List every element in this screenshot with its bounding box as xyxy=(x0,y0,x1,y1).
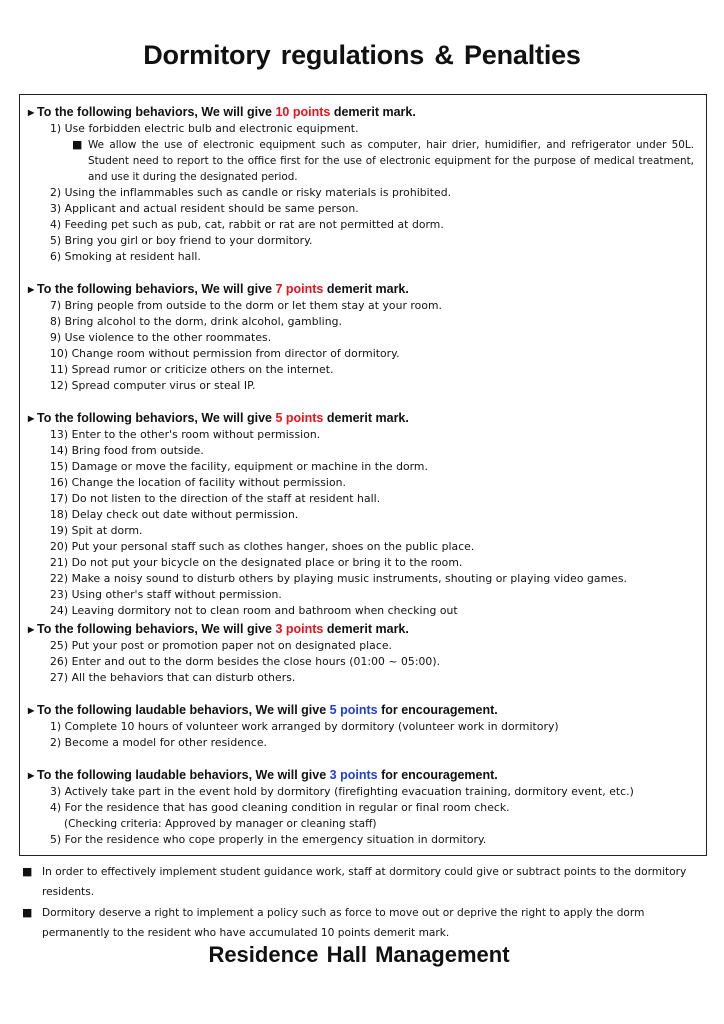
section-heading-suffix: demerit mark. xyxy=(326,411,409,425)
section-heading-prefix: To the following behaviors, We will give xyxy=(37,411,272,425)
rule-sub-note-text: We allow the use of electronic equipment such as computer, hair drier, humidifier, and refrigerator under 50L. Student need to report to the office first for the use of electronic equipment for the purpose of medical treatment, and use it during the designated period. xyxy=(88,139,694,183)
section-heading-encouragement-3-points xyxy=(28,767,700,784)
triangle-bullet-icon: ▶ xyxy=(28,414,35,423)
rule-item: 26) Enter and out to the dorm besides the close hours (01:00 ~ 05:00). xyxy=(50,655,441,668)
rule-item: 5) Bring you girl or boy friend to your dormitory. xyxy=(50,234,313,247)
rule-item: 2) Using the inflammables such as candle or risky materials is prohibited. xyxy=(50,186,452,199)
rule-item: 19) Spit at dorm. xyxy=(50,524,143,537)
footer-signature: Residence Hall Management xyxy=(208,942,510,967)
encouragement-points-value: 5 points xyxy=(329,703,378,717)
square-bullet-icon: ■ xyxy=(72,138,83,151)
demerit-points-value: 5 points xyxy=(275,411,324,425)
rule-item: 16) Change the location of facility without permission. xyxy=(50,476,346,489)
rule-item: 4) Feeding pet such as pub, cat, rabbit or rat are not permitted at dorm. xyxy=(50,218,444,231)
encouragement-points-value: 3 points xyxy=(329,768,378,782)
rule-item: 21) Do not put your bicycle on the designated place or bring it to the room. xyxy=(50,556,463,569)
rule-item: 17) Do not listen to the direction of the staff at resident hall. xyxy=(50,492,381,505)
rule-item: 24) Leaving dormitory not to clean room and bathroom when checking out xyxy=(50,604,458,617)
demerit-points-value: 3 points xyxy=(275,622,324,636)
triangle-bullet-icon: ▶ xyxy=(28,771,35,780)
rule-sub-note xyxy=(28,137,700,185)
section-heading-prefix: To the following laudable behaviors, We will give xyxy=(37,768,327,782)
rule-item: 4) For the residence that has good cleaning condition in regular or final room check. xyxy=(50,801,510,814)
rule-item: 9) Use violence to the other roommates. xyxy=(50,331,272,344)
triangle-bullet-icon: ▶ xyxy=(28,625,35,634)
footnote xyxy=(22,903,702,943)
rule-item: 1) Use forbidden electric bulb and electronic equipment. xyxy=(50,122,359,135)
section-heading-prefix: To the following behaviors, We will give xyxy=(37,105,272,119)
section-heading-7-points xyxy=(28,281,700,298)
rule-item: 2) Become a model for other residence. xyxy=(50,736,267,749)
section-heading-encouragement-5-points xyxy=(28,702,700,719)
rule-item: 12) Spread computer virus or steal IP. xyxy=(50,379,256,392)
rule-item: 5) For the residence who cope properly in the emergency situation in dormitory. xyxy=(50,833,487,846)
footnote xyxy=(22,862,702,902)
rule-item: 15) Damage or move the facility, equipment or machine in the dorm. xyxy=(50,460,428,473)
rule-item: 18) Delay check out date without permission. xyxy=(50,508,299,521)
triangle-bullet-icon: ▶ xyxy=(28,706,35,715)
rule-item: 27) All the behaviors that can disturb others. xyxy=(50,671,296,684)
footnotes xyxy=(22,862,702,943)
rule-item: 23) Using other's staff without permission. xyxy=(50,588,282,601)
square-bullet-icon: ■ xyxy=(22,906,33,919)
rule-item: 6) Smoking at resident hall. xyxy=(50,250,201,263)
section-heading-10-points xyxy=(28,104,700,121)
triangle-bullet-icon: ▶ xyxy=(28,285,35,294)
section-heading-prefix: To the following behaviors, We will give xyxy=(37,282,272,296)
rule-item: 11) Spread rumor or criticize others on the internet. xyxy=(50,363,334,376)
section-heading-prefix: To the following laudable behaviors, We will give xyxy=(37,703,327,717)
rule-item: 7) Bring people from outside to the dorm or let them stay at your room. xyxy=(50,299,443,312)
rule-item: 20) Put your personal staff such as clothes hanger, shoes on the public place. xyxy=(50,540,475,553)
rule-item: 10) Change room without permission from director of dormitory. xyxy=(50,347,400,360)
rule-note: (Checking criteria: Approved by manager or cleaning staff) xyxy=(64,818,377,830)
section-heading-suffix: demerit mark. xyxy=(326,622,409,636)
section-heading-suffix: for encouragement. xyxy=(381,768,498,782)
triangle-bullet-icon: ▶ xyxy=(28,108,35,117)
rule-item: 22) Make a noisy sound to disturb others by playing music instruments, shouting or playing video games. xyxy=(50,572,627,585)
rule-item: 3) Applicant and actual resident should be same person. xyxy=(50,202,359,215)
section-heading-suffix: for encouragement. xyxy=(381,703,498,717)
rule-item: 13) Enter to the other's room without permission. xyxy=(50,428,321,441)
rule-item: 3) Actively take part in the event hold by dormitory (firefighting evacuation training, dormitory event, etc.) xyxy=(50,785,634,798)
section-heading-prefix: To the following behaviors, We will give xyxy=(37,622,272,636)
demerit-points-value: 10 points xyxy=(275,105,331,119)
section-heading-suffix: demerit mark. xyxy=(326,282,409,296)
regulations-content xyxy=(28,104,700,848)
section-heading-3-points xyxy=(28,621,700,638)
section-heading-suffix: demerit mark. xyxy=(333,105,416,119)
footnote-text: In order to effectively implement student guidance work, staff at dormitory could give or subtract points to the dormitory residents. xyxy=(42,866,687,898)
page-title: Dormitory regulations & Penalties xyxy=(143,40,581,70)
rule-item: 14) Bring food from outside. xyxy=(50,444,204,457)
rule-item: 1) Complete 10 hours of volunteer work arranged by dormitory (volunteer work in dormitory) xyxy=(50,720,559,733)
footnote-text: Dormitory deserve a right to implement a policy such as force to move out or deprive the right to apply the dorm permanently to the resident who have accumulated 10 points demerit mark. xyxy=(42,907,645,939)
rule-item: 25) Put your post or promotion paper not on designated place. xyxy=(50,639,393,652)
square-bullet-icon: ■ xyxy=(22,865,33,878)
regulations-box xyxy=(19,94,707,856)
section-heading-5-points xyxy=(28,410,700,427)
demerit-points-value: 7 points xyxy=(275,282,324,296)
rule-item: 8) Bring alcohol to the dorm, drink alcohol, gambling. xyxy=(50,315,342,328)
